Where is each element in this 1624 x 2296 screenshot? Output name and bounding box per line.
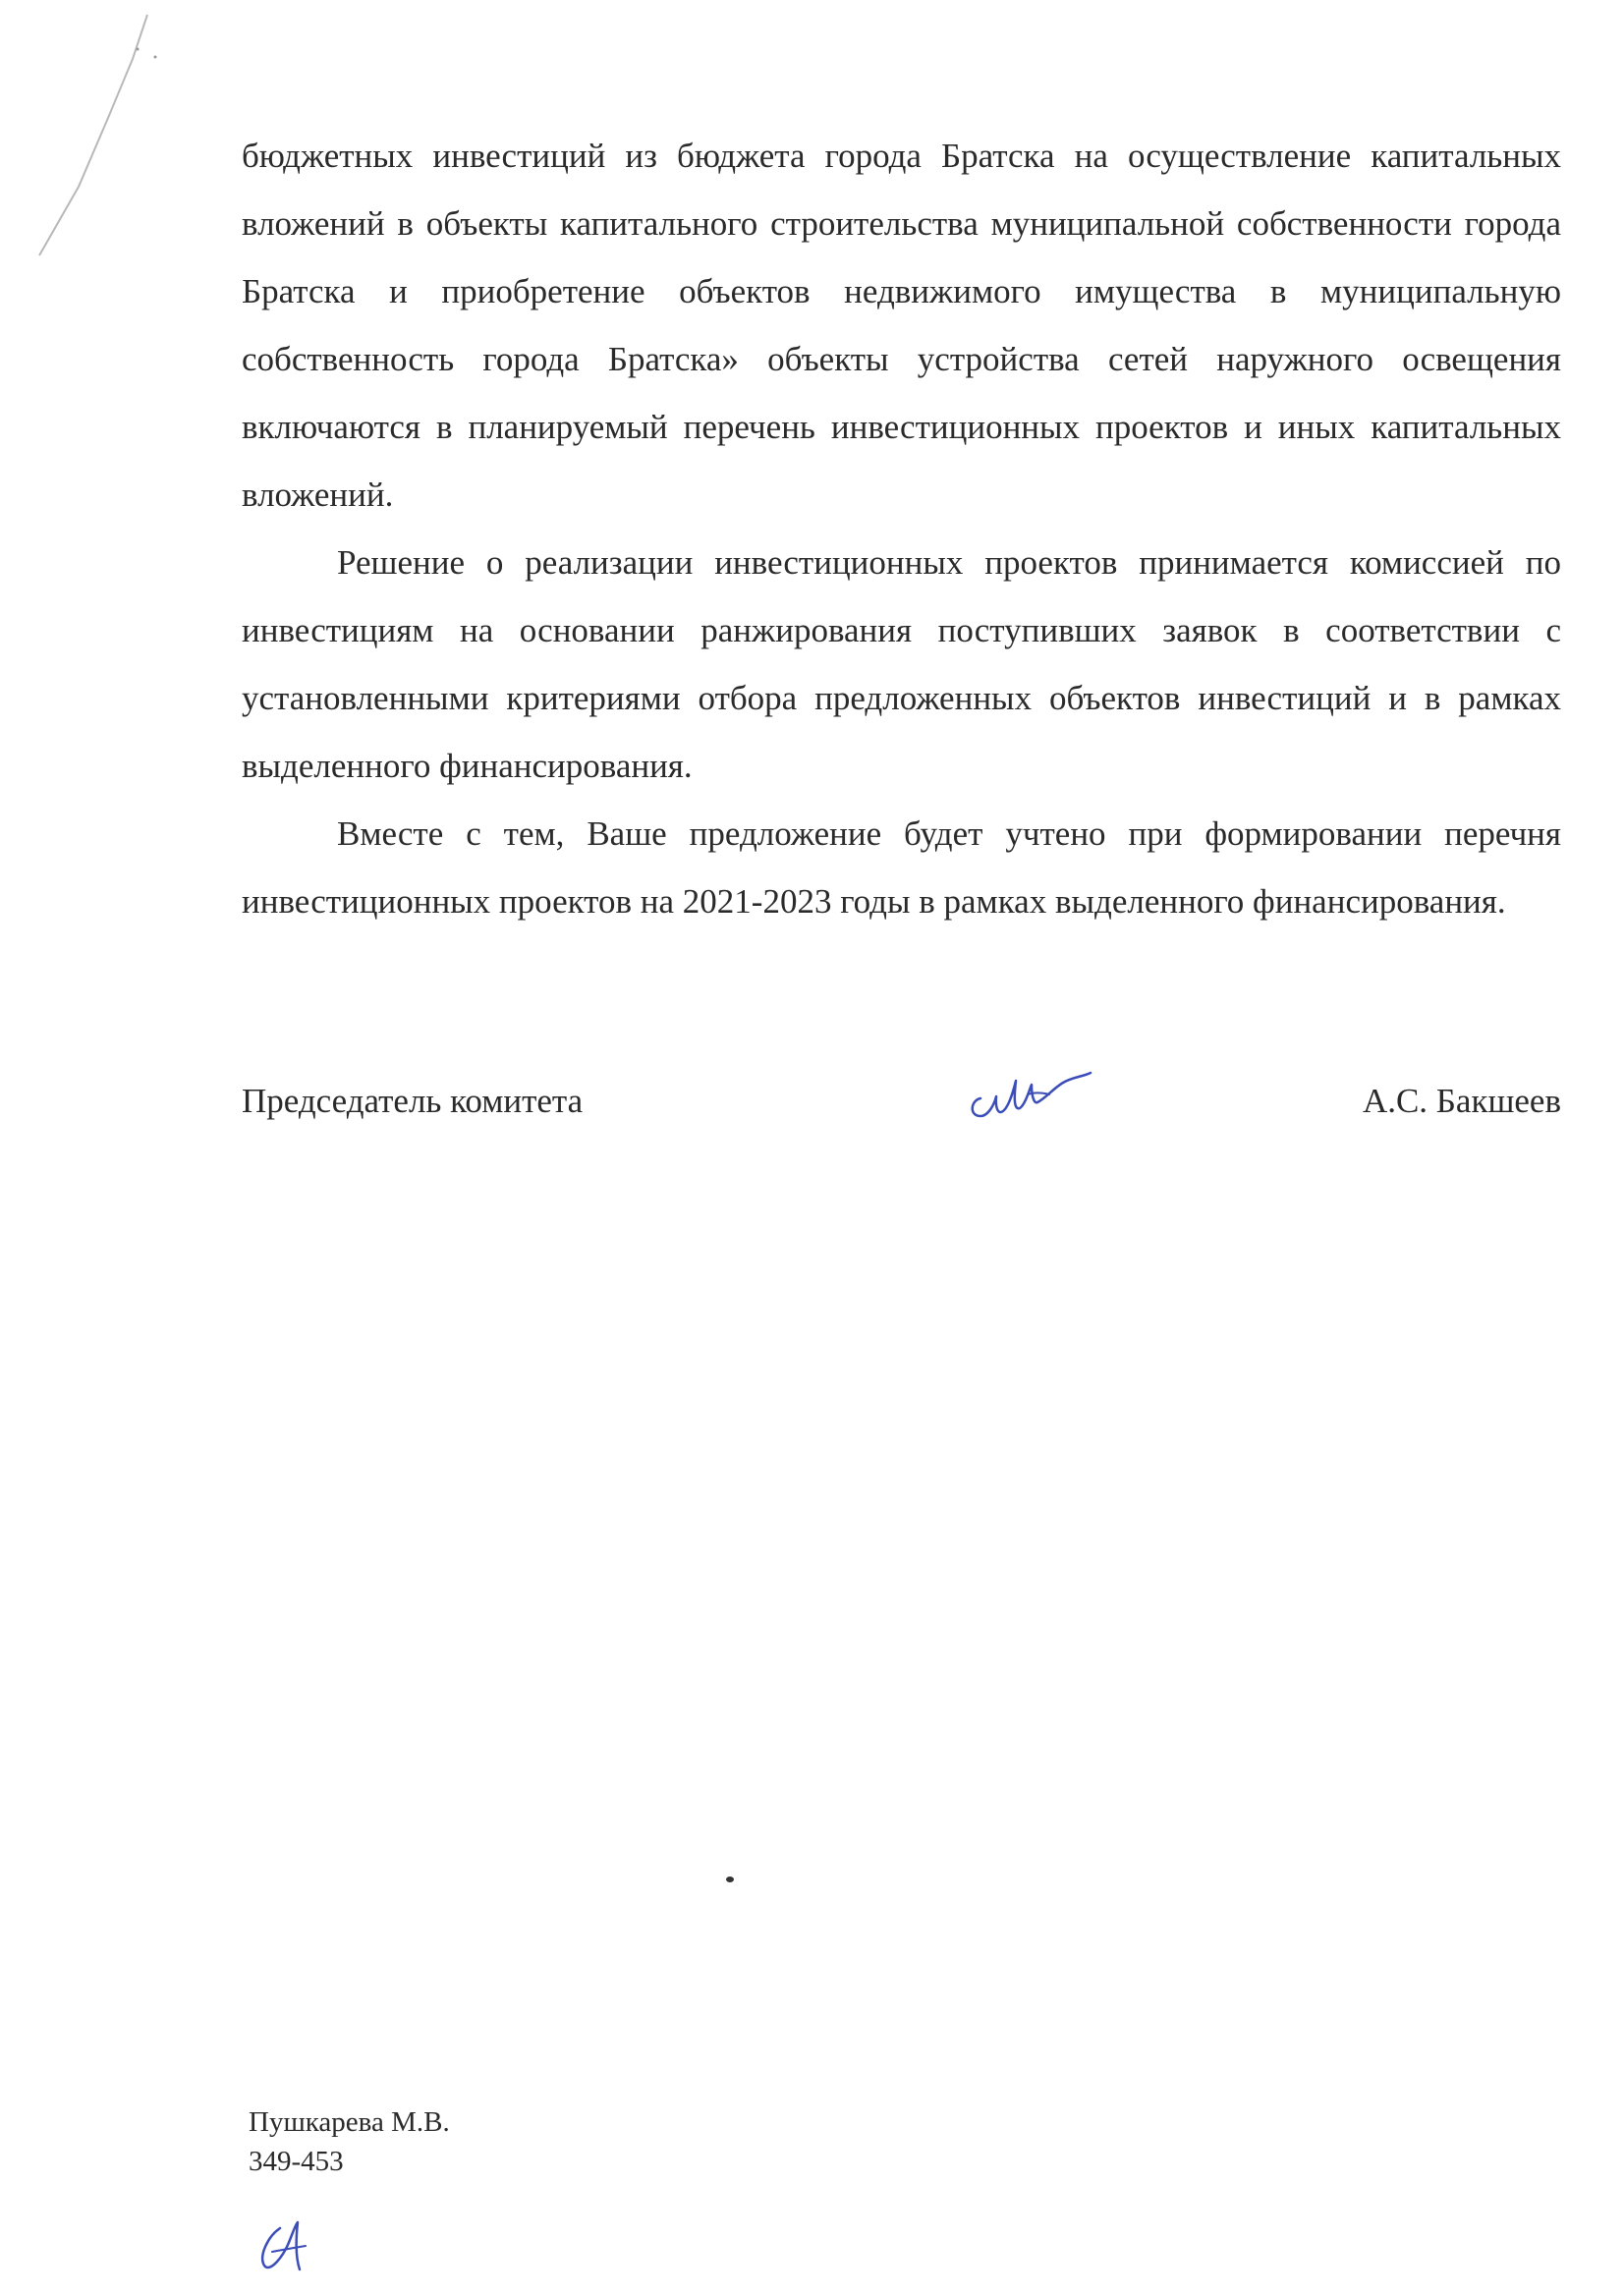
signatory-name: А.С. Бакшеев bbox=[1362, 1082, 1561, 1120]
executor-info bbox=[249, 2102, 450, 2181]
paragraph-2: Решение о реализации инвестиционных проектов принимается комиссией по инвестициям на основании ранжирования поступивших заявок в соответствии с установленными критериями отбора предложенных объектов инвестиций и в рамках выделенного финансирования. bbox=[242, 543, 1561, 785]
paragraph-3: Вместе с тем, Ваше предложение будет учтено при формировании перечня инвестиционных проектов на 2021-2023 годы в рамках выделенного финансирования. bbox=[242, 814, 1561, 921]
handwritten-initials bbox=[251, 2211, 329, 2279]
signatory-title: Председатель комитета bbox=[242, 1082, 584, 1120]
letter-body bbox=[242, 122, 1561, 935]
executor-name: Пушкарева М.В. bbox=[249, 2106, 450, 2138]
executor-phone: 349-453 bbox=[249, 2146, 344, 2177]
scan-dot bbox=[722, 1872, 742, 1891]
scan-edge-mark bbox=[0, 0, 196, 295]
paragraph-1: бюджетных инвестиций из бюджета города Братска на осуществление капитальных вложений в объекты капитального строительства муниципальной собственности города Братска и приобретение объектов недвижимого имущества в муниципальную собственность города Братска» объекты устройства сетей наружного освещения включаются в планируемый перечень инвестиционных проектов и иных капитальных вложений. bbox=[242, 137, 1561, 514]
signature-row bbox=[242, 1075, 1561, 1134]
handwritten-signature bbox=[963, 1059, 1100, 1128]
